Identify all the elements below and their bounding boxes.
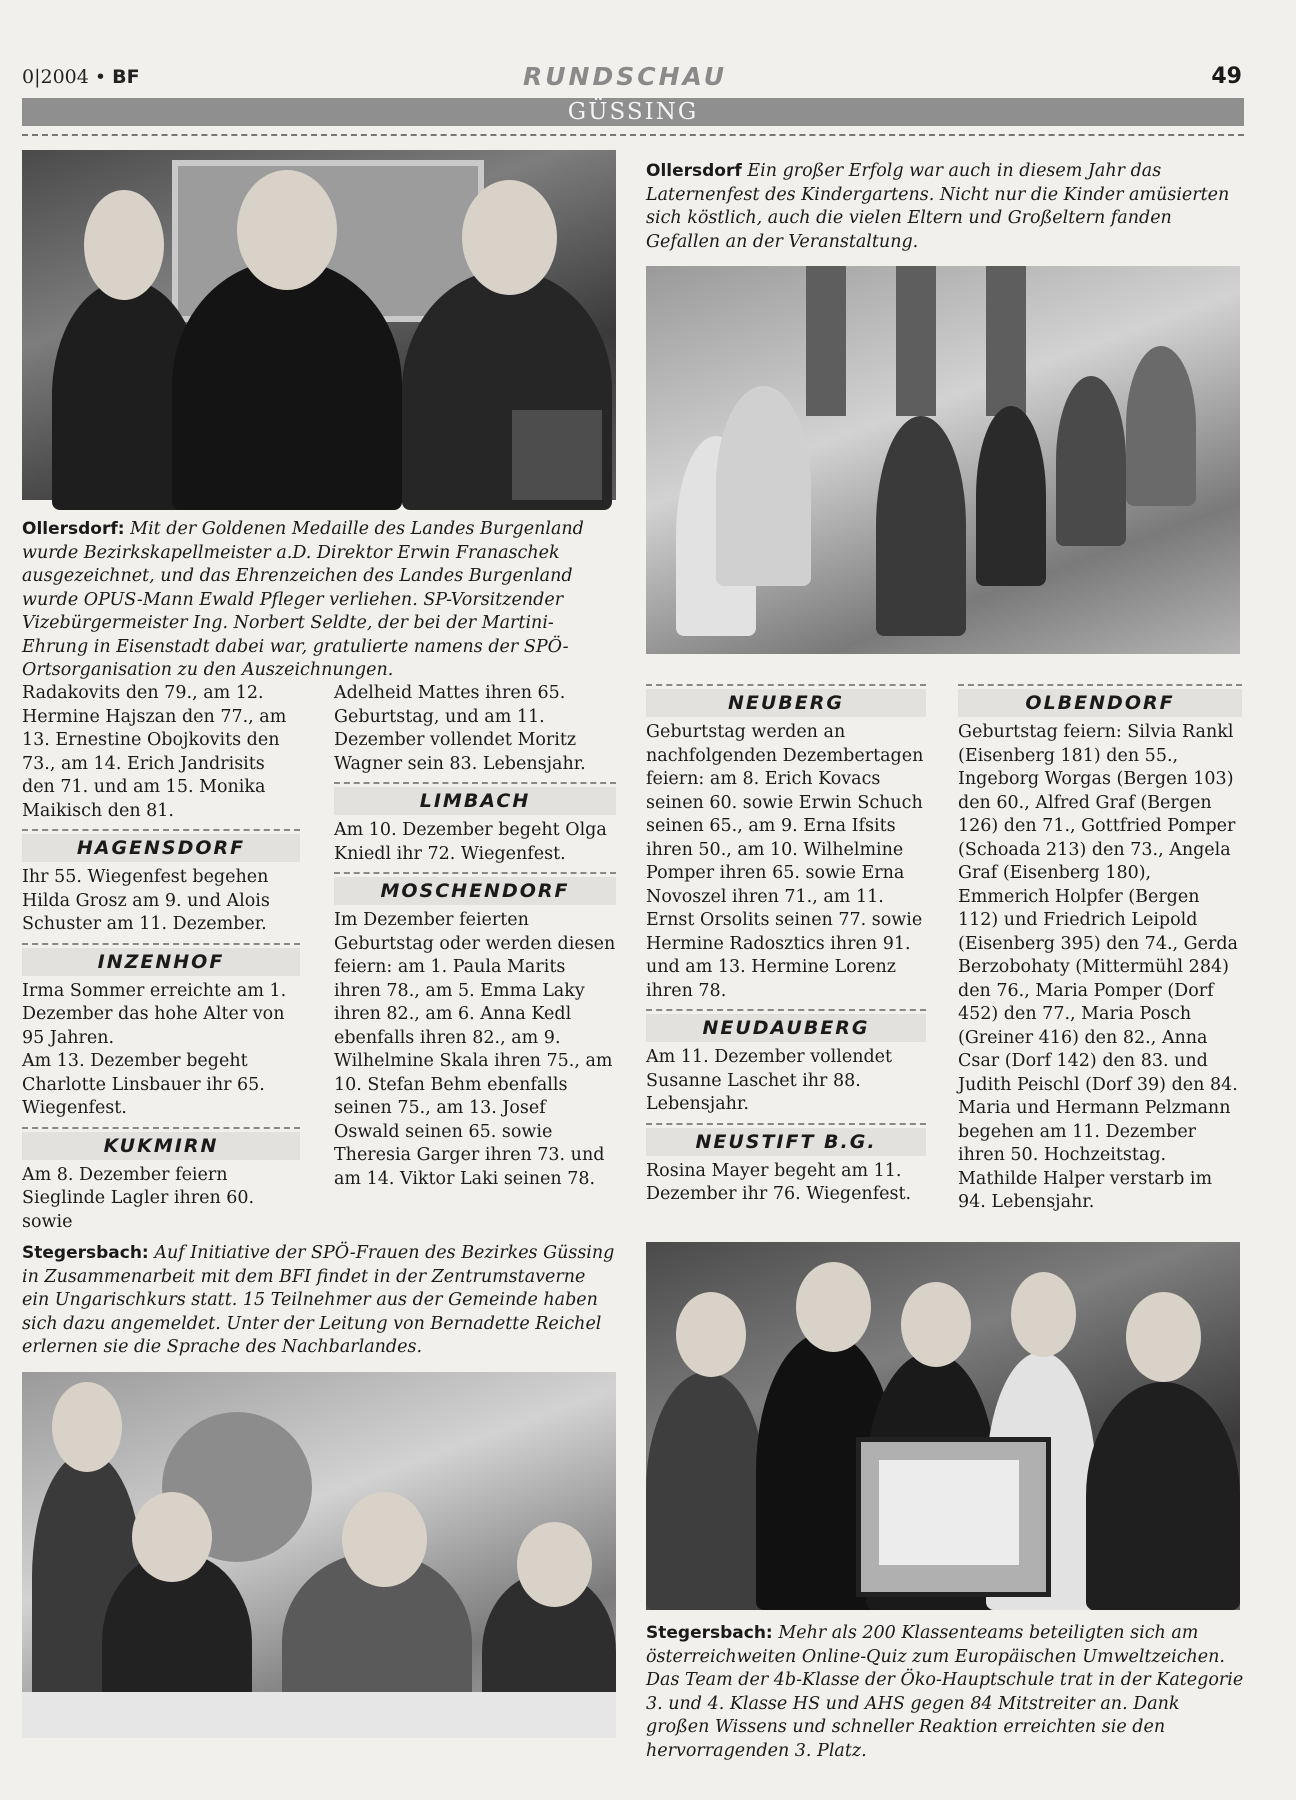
person-head [237,170,337,290]
table-surface [22,1692,616,1738]
section-text: Mathilde Halper verstarb im 94. Lebensjahr. [958,1168,1213,1212]
child-silhouette [716,386,811,586]
certificate-folder [512,410,602,500]
column-intro: Adelheid Mattes ihren 65. Geburtstag, und am 11. Dezember vollendet Moritz Wagner sein 83. Lebensjahr. [334,683,586,774]
person-head [901,1282,971,1367]
person-silhouette [1086,1382,1240,1610]
window-bar [806,266,846,416]
caption-ollersdorf-medal [22,518,616,683]
photo-ollersdorf-medal [22,150,616,500]
child-silhouette [876,416,966,636]
section-heading: LIMBACH [334,782,616,815]
column-intro: Radakovits den 79., am 12. Hermine Hajszan den 77., am 13. Ernestine Obojkovits den 73., am 14. Erich Jandrisits den 71. und am 15. Monika Maikisch den 81. [22,683,287,821]
section-heading: OLBENDORF [958,684,1242,717]
issue-info [22,66,140,88]
column-1 [22,682,300,1234]
person-head [132,1492,212,1582]
person-head [462,180,557,295]
caption-lead: Ollersdorf [646,161,742,181]
caption-lead: Stegersbach: [646,1623,773,1643]
person-silhouette [172,260,402,510]
person-head [517,1522,592,1607]
child-silhouette [976,406,1046,586]
section-heading: NEUDAUBERG [646,1009,926,1042]
person-head [342,1492,427,1587]
caption-text: Auf Initiative der SPÖ-Frauen des Bezirkes Güssing in Zusammenarbeit mit dem BFI findet in der Zentrumstaverne ein Ungarischkurs statt. 15 Teilnehmer aus der Gemeinde haben sich dazu angemeldet. Unter der Leitung von Bernadette Reichel erlernen sie die Sprache des Nachbarlandes. [22,1243,615,1357]
person-head [1126,1292,1201,1382]
section-heading: NEUBERG [646,684,926,717]
person-head [1011,1272,1076,1357]
caption-stegersbach-quiz [646,1622,1246,1763]
window-bar [986,266,1026,416]
section-heading: HAGENSDORF [22,829,300,862]
section-heading: MOSCHENDORF [334,872,616,905]
person-head [796,1262,871,1352]
column-2 [334,682,616,1191]
section-text: Am 10. Dezember begeht Olga Kniedl ihr 72. Wiegenfest. [334,820,607,864]
section-text: Am 13. Dezember begeht Charlotte Linsbauer ihr 65. Wiegenfest. [22,1051,265,1118]
section-heading: NEUSTIFT B.G. [646,1123,926,1156]
region-title: GÜSSING [567,99,699,125]
section-heading: INZENHOF [22,943,300,976]
person-head [84,190,164,300]
section-title: RUNDSCHAU [522,62,728,91]
person-head [676,1292,746,1377]
page-number: 49 [1211,64,1242,89]
section-text: Maria und Hermann Pelzmann begehen am 11. Dezember ihren 50. Hochzeitstag. [958,1098,1231,1165]
section-text: Im Dezember feierten Geburtstag oder werden diesen feiern: am 1. Paula Marits ihren 78., am 5. Emma Laky ihren 82., am 6. Anna Kedl ebenfalls ihren 82., am 9. Wilhelmine Skala ihren 75., am 10. Stefan Behm ebenfalls seinen 75., am 13. Josef Oswald seinen 65. sowie Theresia Garger ihren 73. und am 14. Viktor Laki seinen 78. [334,910,616,1189]
section-text: Rosina Mayer begeht am 11. Dezember ihr 76. Wiegenfest. [646,1160,912,1204]
photo-ollersdorf-lantern [646,266,1240,654]
caption-text: Mit der Goldenen Medaille des Landes Burgenland wurde Bezirkskapellmeister a.D. Direktor Erwin Franaschek ausgezeichnet, und das Ehrenzeichen des Landes Burgenland wurde OPUS-Mann Ewald Pfleger verliehen. SP-Vorsitzender Vizebürgermeister Ing. Norbert Seldte, der bei der Martini-Ehrung in Eisenstadt dabei war, gratulierte namens der SPÖ-Ortsorganisation zu den Auszeichnungen. [22,519,584,680]
column-4 [958,684,1242,1215]
certificate-paper [879,1460,1019,1565]
section-text: Geburtstag werden an nachfolgenden Dezembertagen feiern: am 8. Erich Kovacs seinen 60. sowie Erwin Schuch seinen 65., am 9. Erna Ifsits ihren 50., am 10. Wilhelmine Pomper ihren 65. sowie Erna Novoszel ihren 71., am 11. Ernst Orsolits seinen 77. sowie Hermine Radosztics ihren 91. und am 13. Hermine Lorenz ihren 78. [646,722,924,1001]
brand-label: BF [112,66,140,88]
caption-lead: Ollersdorf: [22,519,125,539]
child-silhouette [1126,346,1196,506]
caption-text: Mehr als 200 Klassenteams beteiligten sich am österreichweiten Online-Quiz zum Europäischen Umweltzeichen. Das Team der 4b-Klasse der Öko-Hauptschule trat in der Kategorie 3. und 4. Klasse HS und AHS gegen 84 Mitstreiter an. Dank großen Wissens und schneller Reaktion erreichten sie den hervorragenden 3. Platz. [646,1623,1244,1761]
person-silhouette [646,1372,766,1610]
child-silhouette [1056,376,1126,546]
caption-lead: Stegersbach: [22,1243,149,1263]
caption-ollersdorf-lantern [646,160,1246,254]
column-3 [646,684,926,1207]
section-text: Geburtstag feiern: Silvia Rankl (Eisenberg 181) den 55., Ingeborg Worgas (Bergen 103) den 60., Alfred Graf (Bergen 126) den 71., Gottfried Pomper (Schoada 213) den 73., Angela Graf (Eisenberg 180), Emmerich Holpfer (Bergen 112) und Friedrich Leipold (Eisenberg 395) den 74., Gerda Berzobohaty (Mittermühl 284) den 76., Maria Pomper (Dorf 452) den 77., Maria Posch (Greiner 416) den 82., Anna Csar (Dorf 142) den 83. und Judith Peischl (Dorf 39) den 84. [958,722,1238,1095]
photo-stegersbach-quiz [646,1242,1240,1610]
certificate-frame [856,1437,1051,1597]
caption-text: Ein großer Erfolg war auch in diesem Jahr das Laternenfest des Kindergartens. Nicht nur die Kinder amüsierten sich köstlich, auch die vielen Eltern und Großeltern fanden Gefallen an der Veranstaltung. [646,161,1230,252]
issue-number: 0|2004 • [22,66,107,88]
section-text: Ihr 55. Wiegenfest begehen Hilda Grosz am 9. und Alois Schuster am 11. Dezember. [22,867,270,934]
photo-stegersbach-course [22,1372,616,1738]
person-head [52,1382,122,1472]
section-text: Am 11. Dezember vollendet Susanne Laschet ihr 88. Lebensjahr. [646,1047,893,1114]
section-text: Am 8. Dezember feiern Sieglinde Lagler ihren 60. sowie [22,1164,255,1232]
section-text: Irma Sommer erreichte am 1. Dezember das hohe Alter von 95 Jahren. [22,980,287,1048]
window-bar [896,266,936,416]
header-divider [22,134,1244,136]
caption-stegersbach-course [22,1242,616,1360]
section-heading: KUKMIRN [22,1127,300,1160]
